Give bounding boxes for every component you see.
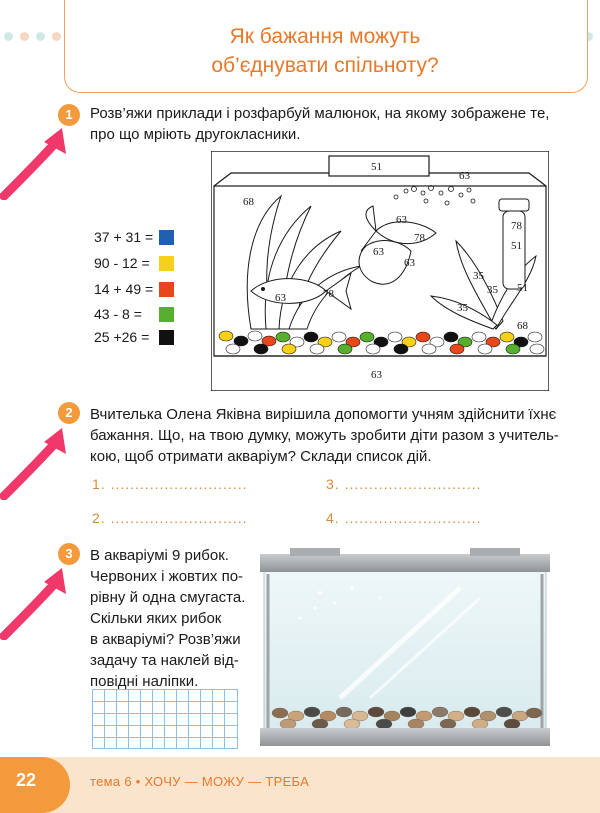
diagram-label-top-right: 63 xyxy=(459,170,470,182)
task1-text xyxy=(90,103,590,145)
legend-color-blue xyxy=(159,230,174,245)
legend-expr-5: 25 +26 = xyxy=(94,329,150,345)
legend-color-yellow xyxy=(159,256,174,271)
task3-line-2: Червоних і жовтих по- xyxy=(90,568,244,585)
title-line-2: об’єднувати спільноту? xyxy=(211,54,439,77)
diagram-label-plant-2: 35 xyxy=(487,284,498,296)
answer-dots: ............................ xyxy=(344,510,482,526)
answer-dots: ............................ xyxy=(110,510,248,526)
task3-line-7: повідні наліпки. xyxy=(90,673,199,690)
diagram-label-filter-1: 78 xyxy=(511,220,522,232)
legend-expr-1: 37 + 31 = xyxy=(94,229,154,245)
footer-topic: тема 6 • ХОЧУ — МОЖУ — ТРЕБА xyxy=(90,774,310,789)
answer-line-3[interactable] xyxy=(326,476,482,492)
answer-label: 3. xyxy=(326,476,340,492)
diagram-label-fish-top-2: 78 xyxy=(414,232,425,244)
answer-label: 1. xyxy=(92,476,106,492)
task1-line-1: Розв’яжи приклади і розфарбуй малюнок, на якому зображене те, xyxy=(90,105,550,122)
answer-dots: ............................ xyxy=(344,476,482,492)
answer-line-1[interactable] xyxy=(92,476,248,492)
task3-line-6: задачу та наклей від- xyxy=(90,652,239,669)
legend-color-black xyxy=(159,330,174,345)
diagram-label-filter-2: 51 xyxy=(511,240,522,252)
task3-line-3: рівну й одна смугаста. xyxy=(90,589,246,606)
diagram-label-fish-bottom-2: 78 xyxy=(323,288,334,300)
diagram-label-plant-3: 35 xyxy=(457,302,468,314)
task1-line-2: про що мріють другокласники. xyxy=(90,126,301,143)
coloring-aquarium-diagram xyxy=(211,151,549,391)
diagram-label-fish-mid-1: 63 xyxy=(373,246,384,258)
task3-line-4: Скільки яких рибок xyxy=(90,610,222,627)
page-title xyxy=(64,22,586,80)
answer-line-2[interactable] xyxy=(92,510,248,526)
legend-expr-2: 90 - 12 = xyxy=(94,255,150,271)
legend-color-red xyxy=(159,282,174,297)
arrow-icon-task2 xyxy=(0,420,70,500)
task-number-1: 1 xyxy=(58,104,80,126)
page-number: 22 xyxy=(15,770,37,790)
title-line-1: Як бажання можуть xyxy=(229,25,421,48)
arrow-icon-task3 xyxy=(0,560,70,640)
task2-text xyxy=(90,404,590,467)
arrow-icon-task1 xyxy=(0,120,70,200)
diagram-label-plant-4: 51 xyxy=(517,282,528,294)
legend-expr-3: 14 + 49 = xyxy=(94,281,154,297)
legend-expr-4: 43 - 8 = xyxy=(94,306,142,322)
task-number-2: 2 xyxy=(58,402,80,424)
empty-aquarium-illustration xyxy=(260,548,550,748)
task3-line-1: В акваріумі 9 рибок. xyxy=(90,547,229,564)
diagram-label-plant-1: 35 xyxy=(473,270,484,282)
answer-label: 4. xyxy=(326,510,340,526)
diagram-label-fish-mid-2: 63 xyxy=(404,257,415,269)
diagram-label-left-top: 68 xyxy=(243,196,254,208)
diagram-label-fish-top-1: 63 xyxy=(396,214,407,226)
diagram-label-fish-bottom-1: 63 xyxy=(275,292,286,304)
answer-label: 2. xyxy=(92,510,106,526)
answer-grid[interactable] xyxy=(92,689,238,749)
task3-line-5: в акваріумі? Розв’яжи xyxy=(90,631,241,648)
task2-line-2: бажання. Що, на твою думку, можуть зробити діти разом з учитель- xyxy=(90,427,559,444)
diagram-label-right-bottom: 68 xyxy=(517,320,528,332)
legend-color-green xyxy=(159,307,174,322)
task3-text xyxy=(90,545,260,692)
answer-line-4[interactable] xyxy=(326,510,482,526)
task2-line-3: кою, щоб отримати акваріум? Склади список дій. xyxy=(90,448,432,465)
answer-dots: ............................ xyxy=(110,476,248,492)
diagram-label-top-plate: 51 xyxy=(371,161,382,173)
task2-line-1: Вчителька Олена Яківна вирішила допомогти учням здійснити їхнє xyxy=(90,406,557,423)
diagram-label-base: 63 xyxy=(371,369,382,381)
task-number-3: 3 xyxy=(58,543,80,565)
